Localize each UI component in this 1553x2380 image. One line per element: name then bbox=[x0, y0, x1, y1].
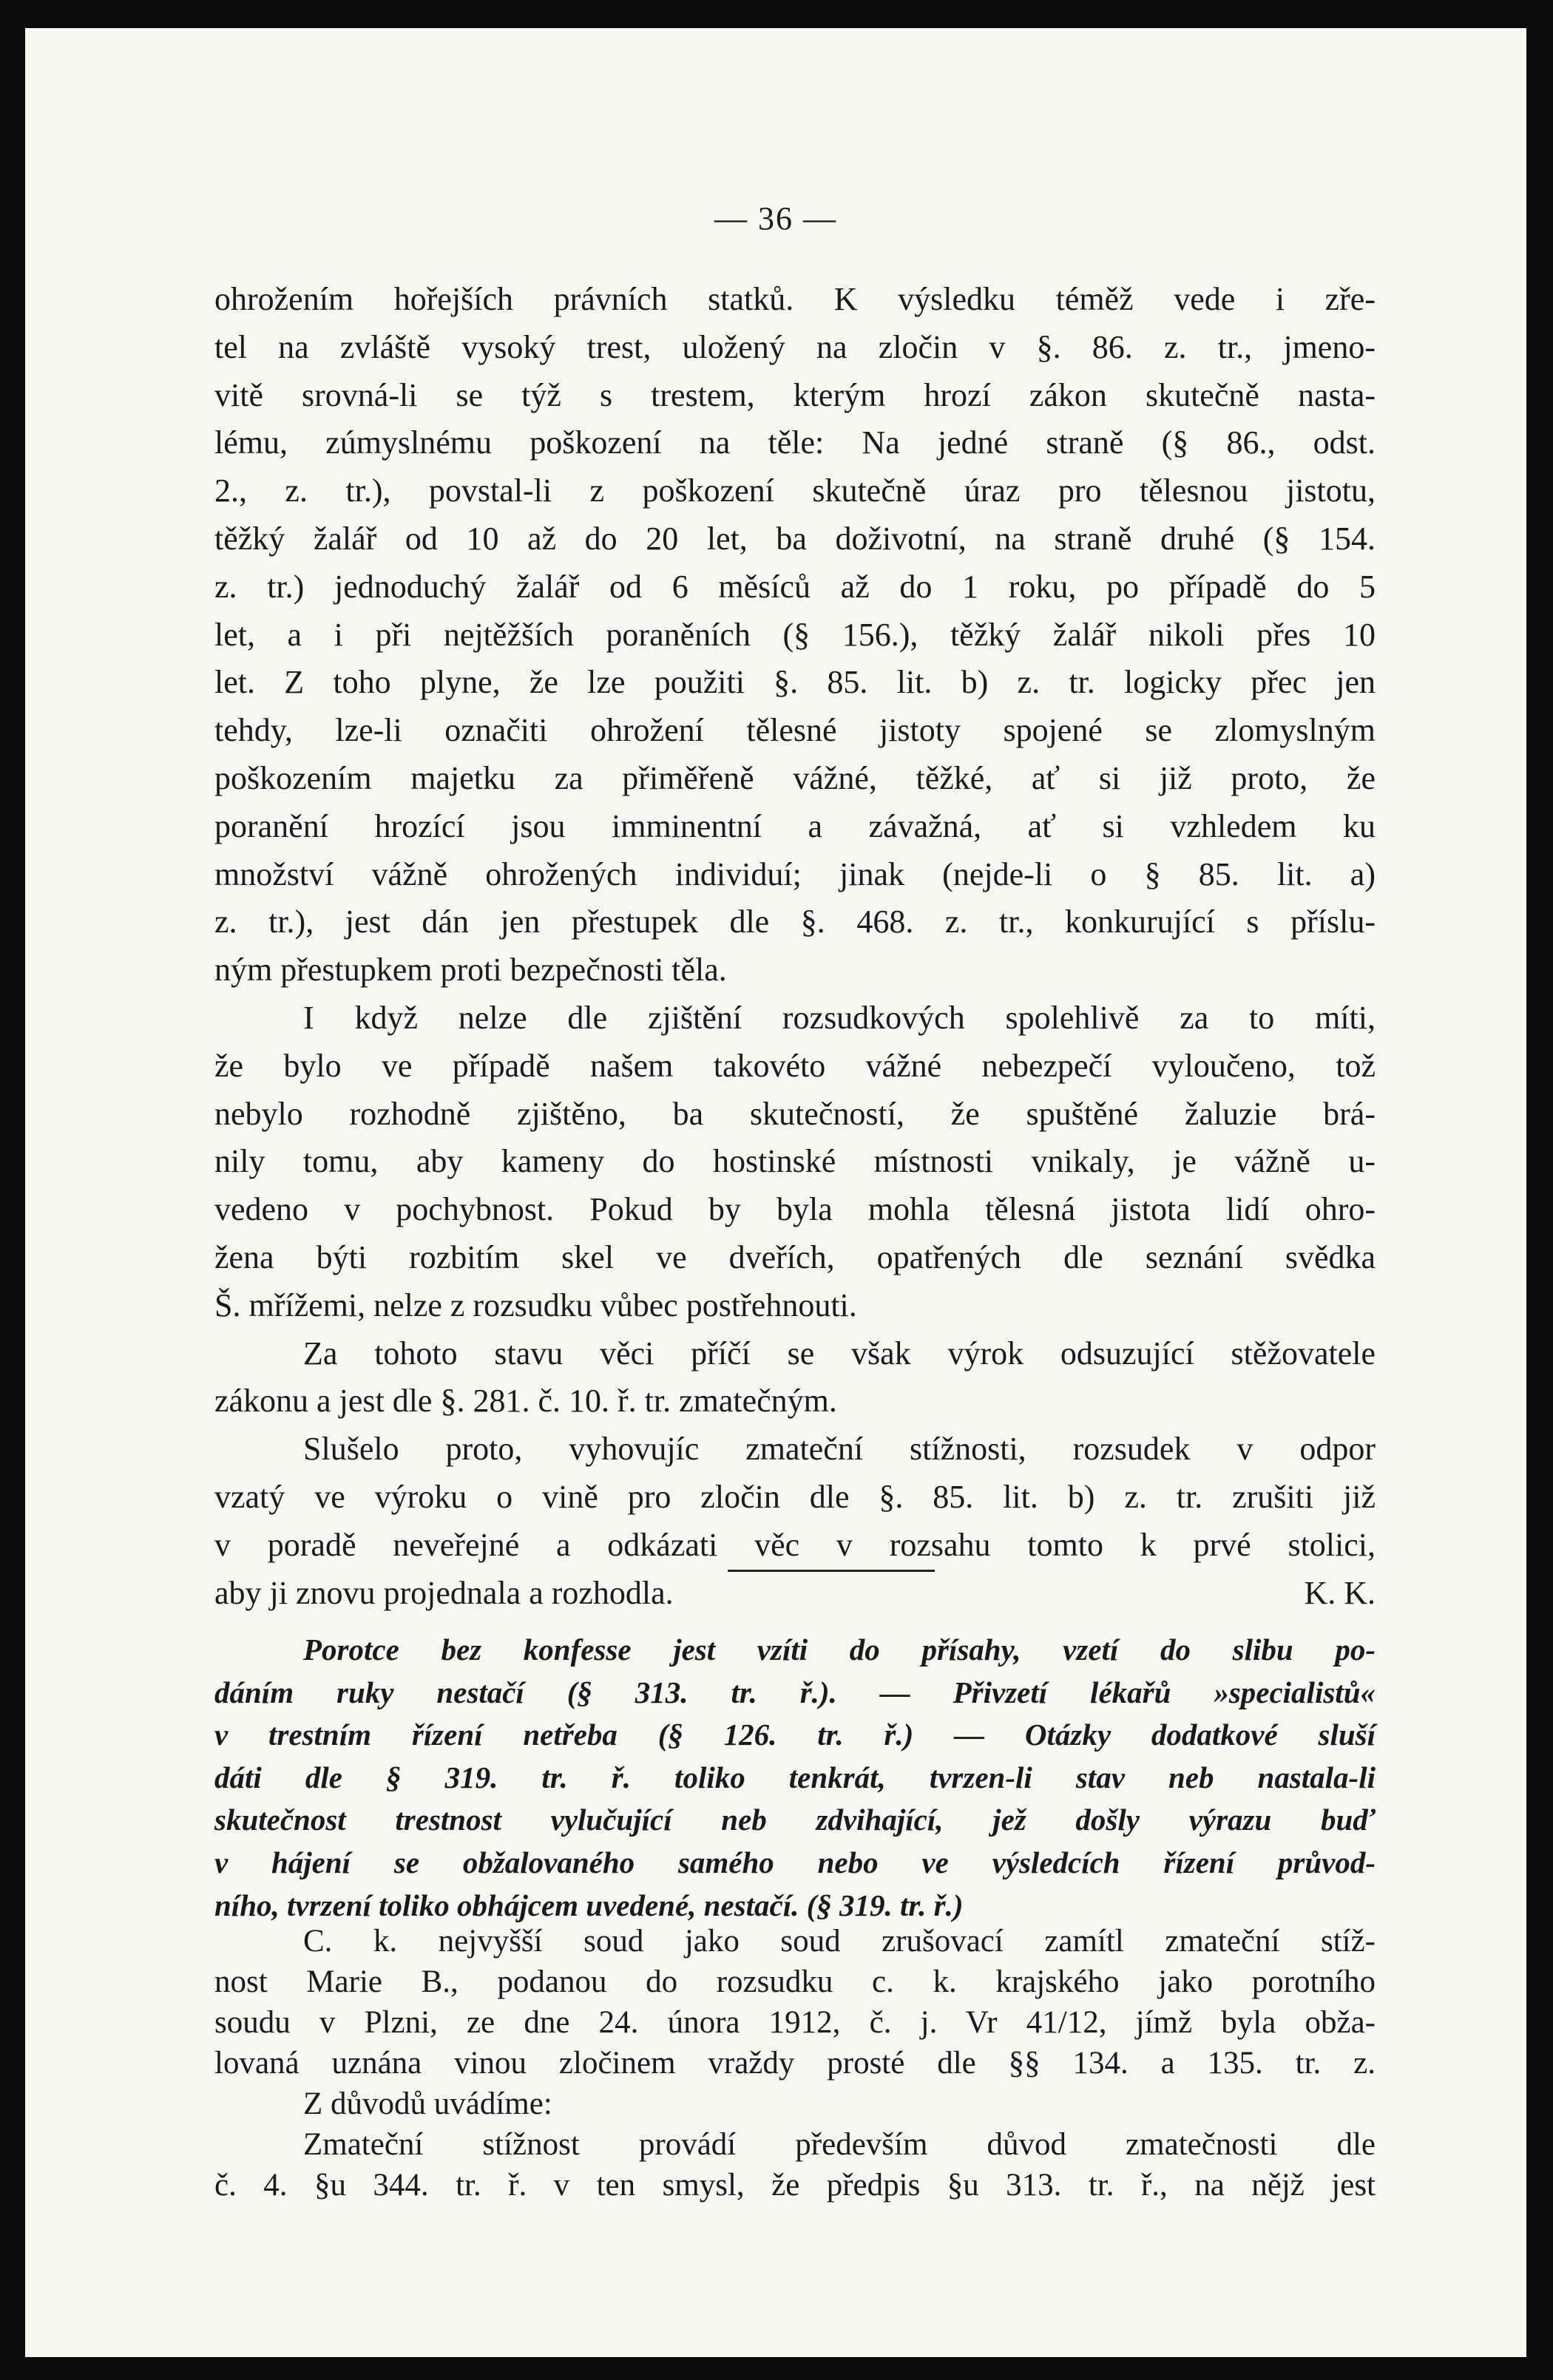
text-line: soudu v Plzni, ze dne 24. února 1912, č. j. Vr 41/12, jímž byla obža- bbox=[214, 2005, 1376, 2040]
text-line: tehdy, lze-li označiti ohrožení tělesné jistoty spojené se zlomyslným bbox=[214, 712, 1376, 749]
paragraph-7 bbox=[214, 2124, 1376, 2206]
paragraph-2 bbox=[214, 994, 1376, 1330]
text-line: Z důvodů uvádíme: bbox=[303, 2086, 552, 2121]
text-line: Š. mřížemi, nelze z rozsudku vůbec postřehnouti. bbox=[214, 1286, 857, 1323]
document-page bbox=[25, 28, 1526, 2357]
text-line: v poradě neveřejné a odkázati věc v rozsahu tomto k prvé stolici, bbox=[214, 1526, 1376, 1563]
text-line: let. Z toho plyne, že lze použiti §. 85. lit. b) z. tr. logicky přec jen bbox=[214, 664, 1376, 701]
text-line: z. tr.) jednoduchý žalář od 6 měsíců až do 1 roku, po případě do 5 bbox=[214, 568, 1376, 605]
text-line: Zmateční stížnost provádí především důvod zmatečnosti dle bbox=[303, 2127, 1376, 2162]
headnote bbox=[214, 1629, 1376, 1927]
text-line: 2., z. tr.), povstal-li z poškození skutečně úraz pro tělesnou jistotu, bbox=[214, 472, 1376, 509]
headnote-line: v trestním řízení netřeba (§ 126. tr. ř.) — Otázky dodatkové sluší bbox=[214, 1718, 1376, 1752]
text-line: let, a i při nejtěžších poraněních (§ 156.), těžký žalář nikoli přes 10 bbox=[214, 616, 1376, 653]
text-line: I když nelze dle zjištění rozsudkových spolehlivě za to míti, bbox=[303, 999, 1376, 1036]
text-line: Slušelo proto, vyhovujíc zmateční stížnosti, rozsudek v odpor bbox=[303, 1431, 1376, 1468]
headnote-line: v hájení se obžalovaného samého nebo ve výsledcích řízení průvod- bbox=[214, 1845, 1376, 1879]
text-line: tel na zvláště vysoký trest, uložený na zločin v §. 86. z. tr., jmeno- bbox=[214, 328, 1376, 365]
text-line: z. tr.), jest dán jen přestupek dle §. 468. z. tr., konkurující s příslu- bbox=[214, 903, 1376, 940]
headnote-line: ního, tvrzení toliko obhájcem uvedené, nestačí. (§ 319. tr. ř.) bbox=[214, 1888, 964, 1922]
text-line: poškozením majetku za přiměřeně vážné, těžké, ať si již proto, že bbox=[214, 759, 1376, 796]
text-line: C. k. nejvyšší soud jako soud zrušovací zamítl zmateční stíž- bbox=[303, 1924, 1376, 1959]
text-line: žena býti rozbitím skel ve dveřích, opatřených dle seznání svědka bbox=[214, 1238, 1376, 1275]
text-line: že bylo ve případě našem takovéto vážné nebezpečí vyloučeno, tož bbox=[214, 1047, 1376, 1084]
text-line: Za tohoto stavu věci příčí se však výrok odsuzující stěžovatele bbox=[303, 1335, 1376, 1372]
text-line: množství vážně ohrožených individuí; jinak (nejde-li o § 85. lit. a) bbox=[214, 855, 1376, 892]
text-line: vzatý ve výroku o vině pro zločin dle §. 85. lit. b) z. tr. zrušiti již bbox=[214, 1478, 1376, 1515]
section-divider bbox=[728, 1570, 935, 1572]
text-line: poranění hrozící jsou imminentní a závažná, ať si vzhledem ku bbox=[214, 807, 1376, 844]
paragraph-5 bbox=[214, 1921, 1376, 2084]
closing-line bbox=[214, 1570, 1376, 1618]
text-line: aby ji znovu projednala a rozhodla. bbox=[214, 1574, 674, 1611]
text-line: zákonu a jest dle §. 281. č. 10. ř. tr. zmatečným. bbox=[214, 1383, 837, 1420]
decision-text bbox=[214, 1921, 1376, 2206]
text-line: ným přestupkem proti bezpečnosti těla. bbox=[214, 952, 727, 989]
text-line: ohrožením hořejších právních statků. K výsledku téměž vede i zře- bbox=[214, 281, 1376, 317]
page-number: — 36 — bbox=[714, 200, 837, 237]
text-line: lému, zúmyslnému poškození na těle: Na jedné straně (§ 86., odst. bbox=[214, 424, 1376, 461]
paragraph-3 bbox=[214, 1330, 1376, 1426]
signature: K. K. bbox=[1304, 1574, 1376, 1611]
headnote-line: skutečnost trestnost vylučující neb zdvihající, jež došly výrazu buď bbox=[214, 1803, 1376, 1837]
headnote-line: Porotce bez konfesse jest vzíti do přísahy, vzetí do slibu po- bbox=[303, 1633, 1376, 1667]
headnote-line: dáti dle § 319. tr. ř. toliko tenkrát, tvrzen-li stav neb nastala-li bbox=[214, 1760, 1376, 1794]
text-line: lovaná uznána vinou zločinem vraždy prosté dle §§ 134. a 135. tr. z. bbox=[214, 2046, 1376, 2081]
headnote-line: dáním ruky nestačí (§ 313. tr. ř.). — Přivzetí lékařů »specialistů« bbox=[214, 1675, 1376, 1709]
text-line: nily tomu, aby kameny do hostinské místnosti vnikaly, je vážně u- bbox=[214, 1143, 1376, 1180]
text-line: nebylo rozhodně zjištěno, ba skutečností, že spuštěné žaluzie brá- bbox=[214, 1095, 1376, 1132]
paragraph-4 bbox=[214, 1425, 1376, 1617]
text-line: vitě srovná-li se týž s trestem, kterým hrozí zákon skutečně nasta- bbox=[214, 376, 1376, 413]
text-line: nost Marie B., podanou do rozsudku c. k. krajského jako porotního bbox=[214, 1964, 1376, 1999]
text-line: č. 4. §u 344. tr. ř. v ten smysl, že předpis §u 313. tr. ř., na nějž jest bbox=[214, 2168, 1376, 2203]
paragraph-1 bbox=[214, 276, 1376, 994]
text-line: těžký žalář od 10 až do 20 let, ba doživotní, na straně druhé (§ 154. bbox=[214, 520, 1376, 557]
text-line: vedeno v pochybnost. Pokud by byla mohla tělesná jistota lidí ohro- bbox=[214, 1191, 1376, 1228]
main-text bbox=[214, 276, 1376, 1617]
